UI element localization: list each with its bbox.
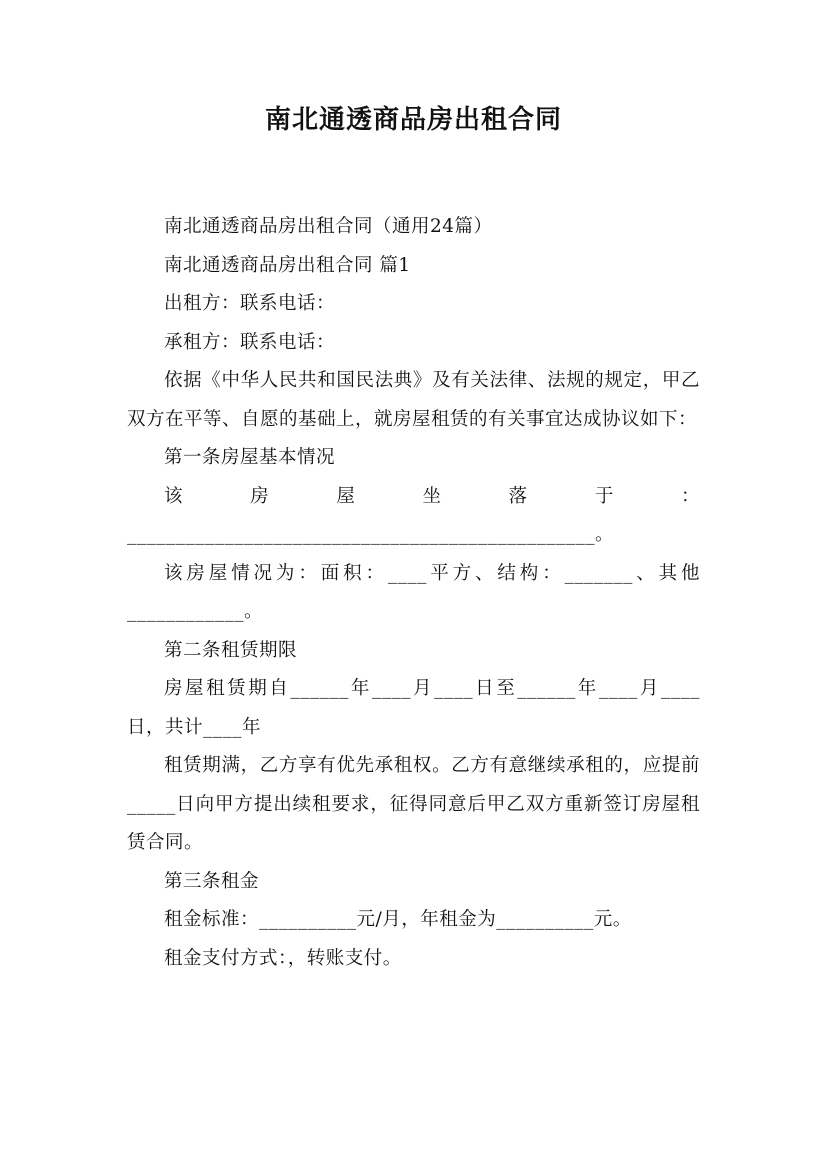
- paragraph-location: 该房屋坐落于：________________________________________________。: [127, 485, 700, 545]
- document-body: [127, 208, 700, 978]
- paragraph-article-3-heading: 第三条租金: [164, 870, 260, 892]
- paragraph-lease-period: 房屋租赁期自______年____月____日至______年____月____日，共计____年: [127, 678, 700, 738]
- paragraph-article-2-heading: 第二条租赁期限: [164, 639, 298, 661]
- document-title: 南北通透商品房出租合同: [264, 105, 562, 135]
- paragraph-rent-standard: 租金标准：__________元/月，年租金为__________元。: [164, 909, 632, 930]
- paragraph-lessor: 出租方：联系电话：: [164, 293, 336, 314]
- paragraph-article-1-heading: 第一条房屋基本情况: [164, 447, 336, 468]
- paragraph-subtitle: 南北通透商品房出租合同（通用24篇）: [164, 216, 493, 237]
- paragraph-lessee: 承租方：联系电话：: [164, 331, 336, 353]
- paragraph-payment-method: 租金支付方式：，转账支付。: [164, 947, 402, 969]
- paragraph-property-details: 该房屋情况为：面积：____平方、结构：_______、其他____________。: [127, 562, 700, 622]
- paragraph-section-heading: 南北通透商品房出租合同 篇1: [164, 254, 411, 276]
- paragraph-preamble: 依据《中华人民共和国民法典》及有关法律、法规的规定，甲乙双方在平等、自愿的基础上，就房屋租赁的有关事宜达成协议如下：: [127, 370, 700, 430]
- paragraph-renewal: 租赁期满，乙方享有优先承租权。乙方有意继续承租的，应提前_____日向甲方提出续租要求，征得同意后甲乙双方重新签订房屋租赁合同。: [127, 755, 700, 853]
